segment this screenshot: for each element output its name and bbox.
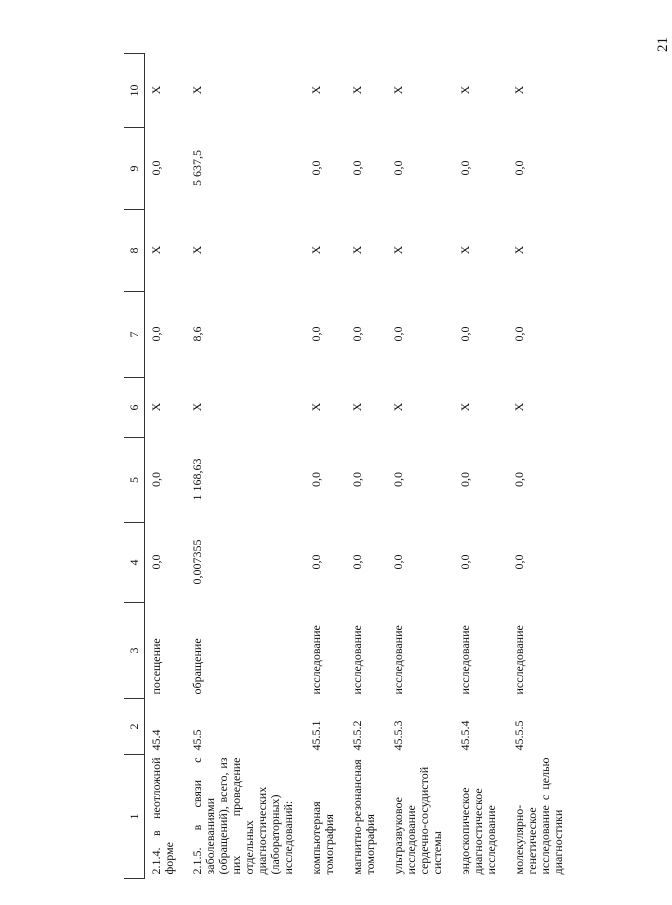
value-cell: Х: [512, 245, 526, 255]
value-cell: 0,0: [350, 160, 364, 176]
value-cell: 0,0: [391, 160, 405, 176]
row-code: 45.5: [190, 729, 204, 751]
column-header: 1: [124, 755, 145, 879]
row-label: компьютерная томография: [309, 801, 336, 875]
value-cell: Х: [149, 402, 163, 412]
table-row: [454, 54, 508, 879]
row-code: 45.5.4: [458, 720, 472, 751]
table-row: [346, 54, 387, 879]
value-cell: Х: [309, 245, 323, 255]
value-cell: 1 168,63: [190, 458, 204, 501]
row-label: 2.1.4. в неотложной форме: [149, 757, 176, 875]
value-cell: 0,0: [512, 554, 526, 570]
value-cell: Х: [309, 85, 323, 95]
value-cell: Х: [391, 85, 405, 95]
value-cell: Х: [512, 85, 526, 95]
value-cell: 0,0: [458, 472, 472, 487]
value-cell: Х: [149, 85, 163, 95]
value-cell: Х: [190, 85, 204, 95]
value-cell: Х: [391, 402, 405, 412]
row-code: 45.5.5: [512, 720, 526, 751]
value-cell: 0,0: [391, 326, 405, 342]
value-cell: Х: [190, 245, 204, 255]
value-cell: 0,0: [149, 326, 163, 342]
value-cell: Х: [458, 245, 472, 255]
value-cell: Х: [458, 85, 472, 95]
row-label: 2.1.5. в связи с заболеваниями (обращений), всего, из них проведение отдельных диагностических (лабораторных) исследований:: [190, 757, 295, 875]
value-cell: Х: [350, 85, 364, 95]
value-cell: Х: [512, 402, 526, 412]
unit-cell: исследование: [512, 625, 526, 695]
column-header: 8: [124, 210, 145, 292]
unit-cell: исследование: [458, 625, 472, 695]
column-header: 2: [124, 699, 145, 755]
value-cell: 0,007355: [190, 539, 204, 585]
table-row: [305, 54, 346, 879]
column-header: 7: [124, 292, 145, 378]
value-cell: 0,0: [350, 326, 364, 342]
data-table: [124, 53, 575, 879]
row-code: 45.5.1: [309, 720, 323, 751]
value-cell: 0,0: [309, 554, 323, 570]
value-cell: 0,0: [458, 160, 472, 176]
value-cell: 0,0: [309, 472, 323, 487]
header-row: [124, 54, 145, 879]
value-cell: 0,0: [149, 554, 163, 570]
row-code: 45.5.2: [350, 720, 364, 751]
table-row: [508, 54, 575, 879]
column-header: 5: [124, 438, 145, 523]
table-row: [145, 54, 187, 879]
column-header: 10: [124, 54, 145, 128]
value-cell: 0,0: [512, 472, 526, 487]
column-header: 3: [124, 603, 145, 699]
value-cell: Х: [391, 245, 405, 255]
value-cell: 0,0: [391, 472, 405, 487]
value-cell: 0,0: [149, 160, 163, 176]
unit-cell: исследование: [391, 625, 405, 695]
value-cell: 0,0: [391, 554, 405, 570]
value-cell: 0,0: [458, 326, 472, 342]
table-row: [387, 54, 454, 879]
unit-cell: обращение: [190, 638, 204, 695]
page-number: 21: [655, 37, 671, 52]
row-label: молекулярно-генетическое исследование с целью диагностики: [512, 757, 565, 875]
value-cell: 0,0: [309, 326, 323, 342]
unit-cell: исследование: [309, 625, 323, 695]
value-cell: 0,0: [350, 472, 364, 487]
value-cell: 0,0: [512, 326, 526, 342]
column-header: 9: [124, 128, 145, 210]
value-cell: 0,0: [512, 160, 526, 176]
unit-cell: исследование: [350, 625, 364, 695]
value-cell: Х: [309, 402, 323, 412]
value-cell: 5 637,5: [190, 150, 204, 186]
column-header: 6: [124, 378, 145, 438]
value-cell: 0,0: [309, 160, 323, 176]
row-label: ультразвуковое исследование сердечно-сосудистой системы: [391, 766, 444, 875]
value-cell: 0,0: [458, 554, 472, 570]
value-cell: 0,0: [149, 472, 163, 487]
column-header: 4: [124, 523, 145, 603]
value-cell: Х: [190, 402, 204, 412]
row-code: 45.4: [149, 729, 163, 751]
row-label: эндоскопическое диагностическое исследование: [458, 787, 498, 875]
row-label: магнитно-резонансная томография: [350, 759, 377, 875]
table-row: [186, 54, 305, 879]
value-cell: Х: [458, 402, 472, 412]
value-cell: 0,0: [350, 554, 364, 570]
row-code: 45.5.3: [391, 720, 405, 751]
rotated-table-container: [124, 54, 565, 879]
value-cell: Х: [350, 402, 364, 412]
unit-cell: посещение: [149, 638, 163, 695]
value-cell: Х: [149, 245, 163, 255]
value-cell: 8,6: [190, 326, 204, 342]
value-cell: Х: [350, 245, 364, 255]
